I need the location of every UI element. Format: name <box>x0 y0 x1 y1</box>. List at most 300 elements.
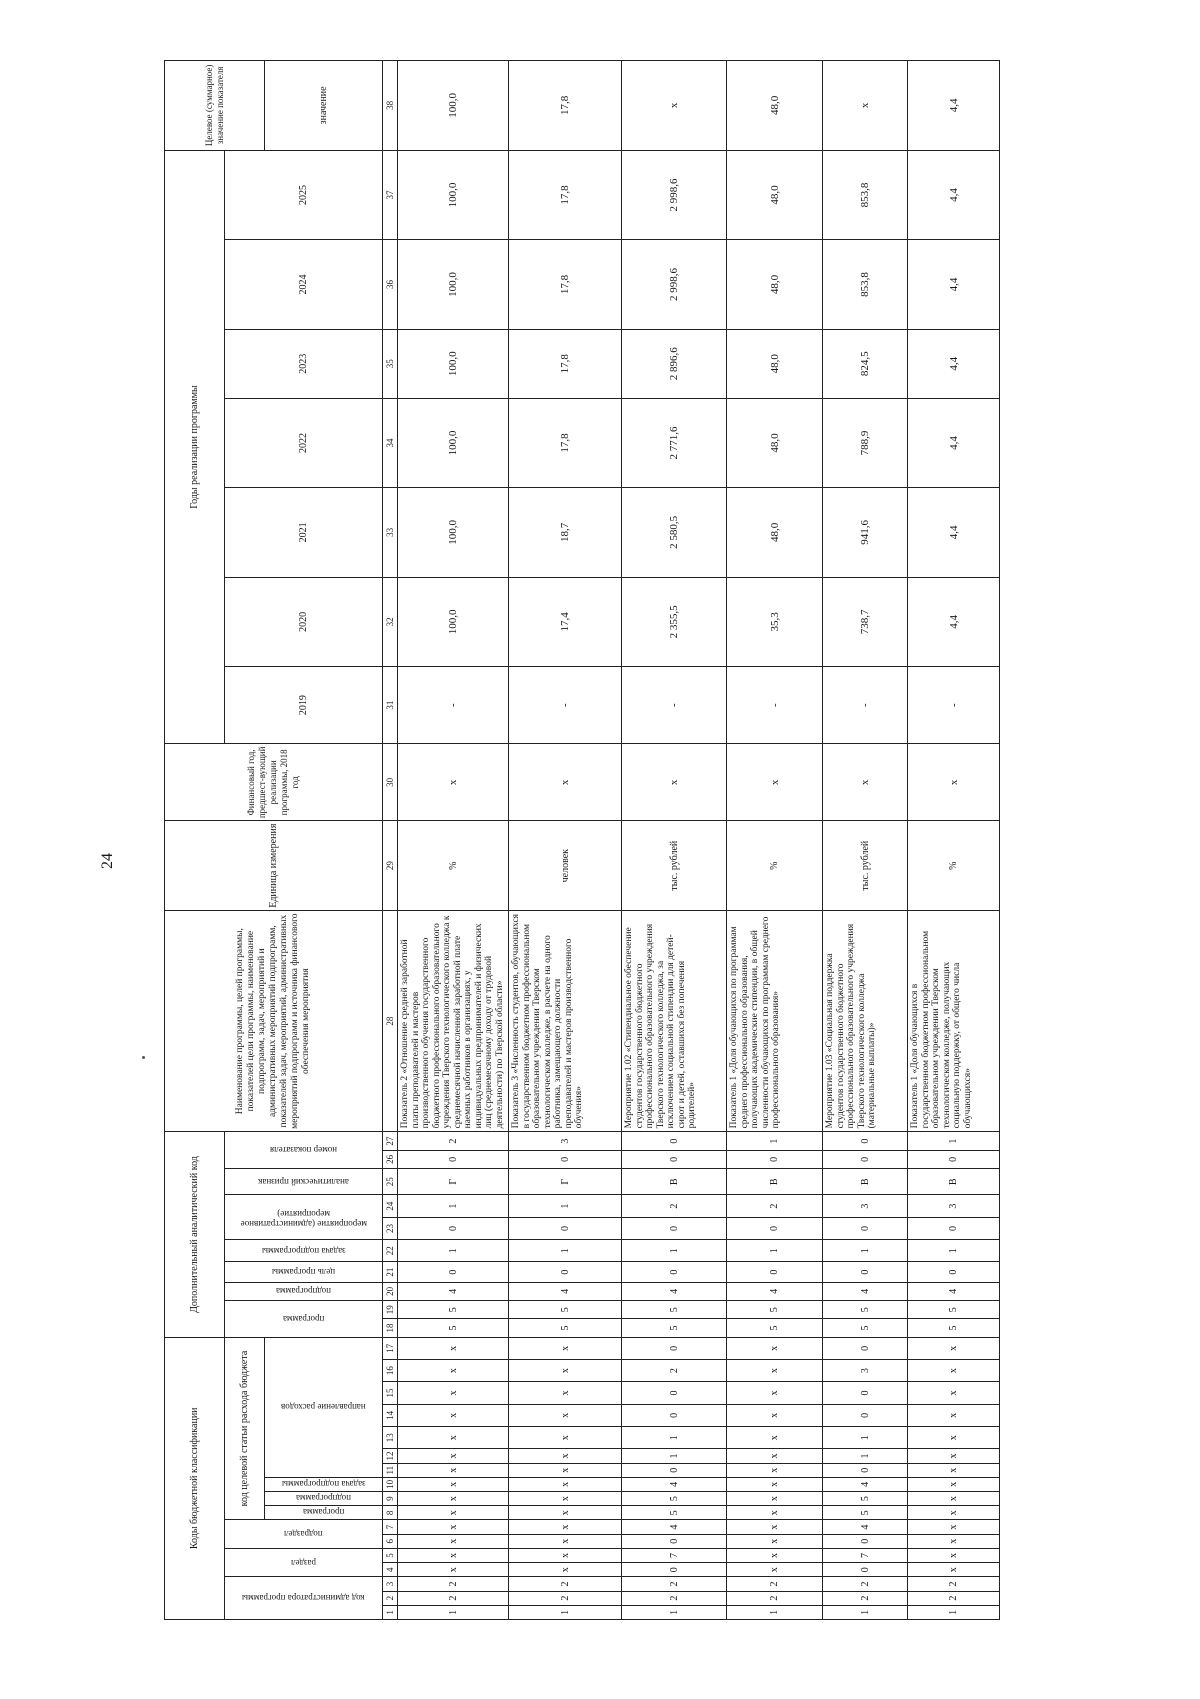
year-value-cell: 738,7 <box>823 577 908 666</box>
code-cell: В <box>622 1169 727 1195</box>
code-cell: x <box>509 1427 622 1449</box>
code-cell: 2 <box>622 1577 727 1591</box>
code-cell: x <box>908 1520 1000 1534</box>
code-cell: x <box>398 1563 509 1577</box>
code-cell: 0 <box>622 1563 727 1577</box>
col-num: 7 <box>383 1520 398 1534</box>
code-cell: 0 <box>622 1337 727 1359</box>
code-cell: x <box>908 1563 1000 1577</box>
base-year-cell: x <box>727 744 823 821</box>
year-2024-header: 2024 <box>225 240 383 329</box>
col-num: 5 <box>383 1548 398 1562</box>
col-num: 26 <box>383 1150 398 1168</box>
target-value-cell: 48,0 <box>727 61 823 151</box>
base-year-header: Финансовый год, предшест-вующий реализации программы, 2018 год <box>165 744 383 821</box>
code-cell: 0 <box>398 1262 509 1282</box>
year-value-cell: 4,4 <box>908 329 1000 398</box>
column-numbers-row <box>383 61 398 1620</box>
year-value-cell: 48,0 <box>727 150 823 239</box>
col-num: 33 <box>383 488 398 577</box>
row-name-cell: Мероприятие 1.02 «Стипендиальное обеспечение студентов государственного бюджетного профессионального образовательного учреждения Тверского технологического колледжа, за исключением социальной стипендии для детей-сирот и детей, оставшихся без попечения родителей» <box>622 910 727 1132</box>
table-row <box>823 61 908 1620</box>
code-cell: 0 <box>908 1217 1000 1239</box>
indicator-number-header: номер показателя <box>225 1132 383 1169</box>
code-cell: 0 <box>823 1262 908 1282</box>
code-cell: 0 <box>622 1132 727 1150</box>
col-num: 27 <box>383 1132 398 1150</box>
base-year-cell: x <box>622 744 727 821</box>
target-value-cell: 100,0 <box>398 61 509 151</box>
year-value-cell: 4,4 <box>908 150 1000 239</box>
code-cell: 5 <box>398 1301 509 1319</box>
code-cell: x <box>509 1492 622 1506</box>
code-cell: x <box>509 1563 622 1577</box>
code-cell: x <box>727 1427 823 1449</box>
col-num: 22 <box>383 1240 398 1262</box>
code-cell: 1 <box>398 1195 509 1217</box>
code-cell: x <box>509 1449 622 1463</box>
year-value-cell: - <box>398 667 509 744</box>
code-cell: 0 <box>622 1382 727 1404</box>
code-cell: 1 <box>823 1240 908 1262</box>
year-value-cell: 100,0 <box>398 488 509 577</box>
code-cell: 5 <box>622 1506 727 1520</box>
code-cell: 5 <box>823 1492 908 1506</box>
code-cell: 0 <box>823 1217 908 1239</box>
code-cell: 1 <box>727 1605 823 1619</box>
year-value-cell: 100,0 <box>398 398 509 487</box>
year-value-cell: 17,8 <box>509 398 622 487</box>
code-cell: 1 <box>908 1132 1000 1150</box>
table-row <box>622 61 727 1620</box>
code-cell: 4 <box>823 1477 908 1491</box>
code-cell: 0 <box>622 1262 727 1282</box>
program-header: программа <box>225 1301 383 1338</box>
code-cell: 2 <box>622 1195 727 1217</box>
year-value-cell: 2 771,6 <box>622 398 727 487</box>
subprogram-code-header: подпрограмма <box>265 1492 383 1506</box>
col-num: 11 <box>383 1463 398 1477</box>
code-cell: 5 <box>622 1301 727 1319</box>
code-cell: x <box>398 1492 509 1506</box>
unit-cell: тыс. рублей <box>823 821 908 910</box>
code-cell: 1 <box>823 1427 908 1449</box>
code-cell: 5 <box>727 1301 823 1319</box>
code-cell: 5 <box>398 1319 509 1337</box>
year-value-cell: - <box>823 667 908 744</box>
code-cell: 0 <box>908 1150 1000 1168</box>
year-value-cell: 4,4 <box>908 240 1000 329</box>
col-num: 14 <box>383 1404 398 1426</box>
code-cell: x <box>509 1360 622 1382</box>
code-cell: 0 <box>509 1150 622 1168</box>
code-cell: x <box>908 1382 1000 1404</box>
year-value-cell: 17,4 <box>509 577 622 666</box>
year-value-cell: 2 998,6 <box>622 240 727 329</box>
code-cell: x <box>727 1520 823 1534</box>
code-cell: 2 <box>509 1591 622 1605</box>
year-value-cell: 4,4 <box>908 488 1000 577</box>
code-cell: 0 <box>823 1382 908 1404</box>
code-cell: x <box>908 1360 1000 1382</box>
scan-speck <box>142 1056 145 1059</box>
code-cell: x <box>509 1337 622 1359</box>
code-cell: 1 <box>622 1240 727 1262</box>
activity-type-header: аналитический признак <box>225 1169 383 1195</box>
target-value-cell: 4,4 <box>908 61 1000 151</box>
code-cell: x <box>509 1534 622 1548</box>
code-cell: x <box>727 1548 823 1562</box>
row-name-cell: Показатель 2 «Отношение средней заработной платы преподавателей и мастеров производственного обучения государственного бюджетного профессионального образовательного учреждения Тверского технологического колледжа к среднемесячной начисленной заработной плате наемных работников в организациях, у индивидуальных предпринимателей и физических лиц (среднемесячному доходу от трудовой деятельности) по Тверской области» <box>398 910 509 1132</box>
code-cell: 3 <box>823 1195 908 1217</box>
year-value-cell: 2 580,5 <box>622 488 727 577</box>
code-cell: 7 <box>622 1548 727 1562</box>
code-cell: 1 <box>908 1605 1000 1619</box>
admin-code-header: код администратора программы <box>225 1577 383 1620</box>
code-cell: 0 <box>622 1404 727 1426</box>
code-cell: 0 <box>823 1132 908 1150</box>
code-cell: 1 <box>509 1240 622 1262</box>
code-cell: 0 <box>823 1563 908 1577</box>
row-name-cell: Показатель 1 «Доля обучающихся в государственном бюджетном профессиональном образовательном учреждении Тверском технологическом колледже, получающих социальную поддержку, от общего числа обучающихся» <box>908 910 1000 1132</box>
code-cell: 4 <box>622 1477 727 1491</box>
col-num: 17 <box>383 1337 398 1359</box>
subprogram-header: подпрограмма <box>225 1282 383 1300</box>
col-num: 9 <box>383 1492 398 1506</box>
year-value-cell: 941,6 <box>823 488 908 577</box>
code-cell: 5 <box>908 1319 1000 1337</box>
col-num: 36 <box>383 240 398 329</box>
code-cell: x <box>727 1382 823 1404</box>
code-cell: 4 <box>823 1282 908 1300</box>
code-cell: 1 <box>823 1449 908 1463</box>
col-num: 34 <box>383 398 398 487</box>
code-cell: x <box>398 1360 509 1382</box>
program-table <box>164 60 1000 1620</box>
col-num: 28 <box>383 910 398 1132</box>
code-cell: x <box>509 1382 622 1404</box>
target-value-group-header: Целевое (суммарное) значение показателя <box>165 61 265 151</box>
year-value-cell: 100,0 <box>398 150 509 239</box>
code-cell: 0 <box>398 1217 509 1239</box>
year-value-cell: 788,9 <box>823 398 908 487</box>
program-code-header: программа <box>265 1506 383 1520</box>
year-value-cell: 2 998,6 <box>622 150 727 239</box>
year-value-cell: 100,0 <box>398 329 509 398</box>
code-cell: 5 <box>727 1319 823 1337</box>
unit-cell: тыс. рублей <box>622 821 727 910</box>
code-cell: 2 <box>908 1591 1000 1605</box>
code-cell: x <box>509 1548 622 1562</box>
code-cell: 0 <box>823 1463 908 1477</box>
unit-cell: % <box>908 821 1000 910</box>
year-2025-header: 2025 <box>225 150 383 239</box>
col-num: 31 <box>383 667 398 744</box>
code-cell: 2 <box>727 1577 823 1591</box>
code-cell: 0 <box>908 1262 1000 1282</box>
year-value-cell: 2 896,6 <box>622 329 727 398</box>
years-group-header: Годы реализации программы <box>165 150 225 743</box>
col-num: 21 <box>383 1262 398 1282</box>
code-cell: 2 <box>398 1591 509 1605</box>
code-cell: Г <box>398 1169 509 1195</box>
col-num: 10 <box>383 1477 398 1491</box>
code-cell: 5 <box>823 1301 908 1319</box>
year-2023-header: 2023 <box>225 329 383 398</box>
col-num: 23 <box>383 1217 398 1239</box>
code-cell: x <box>398 1534 509 1548</box>
code-cell: 2 <box>622 1360 727 1382</box>
col-num: 25 <box>383 1169 398 1195</box>
code-cell: 4 <box>622 1520 727 1534</box>
col-num: 18 <box>383 1319 398 1337</box>
budget-codes-header: Коды бюджетной классификации <box>165 1337 225 1619</box>
year-value-cell: 48,0 <box>727 398 823 487</box>
base-year-cell: x <box>398 744 509 821</box>
year-2019-header: 2019 <box>225 667 383 744</box>
code-cell: x <box>727 1477 823 1491</box>
col-num: 30 <box>383 744 398 821</box>
code-cell: x <box>398 1427 509 1449</box>
year-value-cell: 100,0 <box>398 240 509 329</box>
rotated-table-container <box>164 60 1134 1620</box>
code-cell: 0 <box>622 1534 727 1548</box>
code-cell: 4 <box>908 1282 1000 1300</box>
code-cell: 0 <box>509 1262 622 1282</box>
code-cell: x <box>509 1477 622 1491</box>
unit-cell: % <box>727 821 823 910</box>
code-cell: x <box>908 1492 1000 1506</box>
target-value-cell: 17,8 <box>509 61 622 151</box>
year-value-cell: - <box>622 667 727 744</box>
code-cell: x <box>908 1449 1000 1463</box>
code-cell: 1 <box>727 1240 823 1262</box>
code-cell: x <box>398 1506 509 1520</box>
code-cell: x <box>398 1548 509 1562</box>
code-cell: 5 <box>823 1506 908 1520</box>
col-num: 20 <box>383 1282 398 1300</box>
code-cell: 0 <box>727 1150 823 1168</box>
target-value-header: значение <box>265 61 383 151</box>
code-cell: x <box>398 1449 509 1463</box>
year-value-cell: 17,8 <box>509 329 622 398</box>
code-cell: x <box>908 1506 1000 1520</box>
col-num: 12 <box>383 1449 398 1463</box>
code-cell: x <box>509 1506 622 1520</box>
code-cell: x <box>727 1506 823 1520</box>
code-cell: x <box>398 1337 509 1359</box>
year-value-cell: - <box>908 667 1000 744</box>
code-cell: 0 <box>823 1404 908 1426</box>
code-cell: 0 <box>823 1150 908 1168</box>
code-cell: 7 <box>823 1548 908 1562</box>
table-body <box>398 61 1000 1620</box>
code-cell: x <box>398 1382 509 1404</box>
table-row <box>908 61 1000 1620</box>
col-num: 3 <box>383 1577 398 1591</box>
col-num: 4 <box>383 1563 398 1577</box>
code-cell: x <box>509 1520 622 1534</box>
year-value-cell: 48,0 <box>727 488 823 577</box>
additional-code-header: Дополнительный аналитический код <box>165 1132 225 1337</box>
year-value-cell: 18,7 <box>509 488 622 577</box>
unit-header: Единица измерения <box>165 821 383 910</box>
year-value-cell: 48,0 <box>727 240 823 329</box>
code-cell: 4 <box>509 1282 622 1300</box>
year-2022-header: 2022 <box>225 398 383 487</box>
year-value-cell: 35,3 <box>727 577 823 666</box>
code-cell: 5 <box>509 1319 622 1337</box>
page-number: 24 <box>99 853 116 869</box>
code-cell: Г <box>509 1169 622 1195</box>
unit-cell: % <box>398 821 509 910</box>
year-value-cell: 17,8 <box>509 150 622 239</box>
year-value-cell: - <box>727 667 823 744</box>
code-cell: 2 <box>823 1577 908 1591</box>
code-cell: 5 <box>823 1319 908 1337</box>
code-cell: 4 <box>398 1282 509 1300</box>
code-cell: x <box>509 1463 622 1477</box>
code-cell: 0 <box>727 1262 823 1282</box>
table-row <box>398 61 509 1620</box>
code-cell: В <box>908 1169 1000 1195</box>
code-cell: x <box>727 1463 823 1477</box>
year-value-cell: 853,8 <box>823 150 908 239</box>
year-value-cell: 48,0 <box>727 329 823 398</box>
code-cell: x <box>908 1404 1000 1426</box>
code-cell: 1 <box>727 1132 823 1150</box>
target-value-cell: x <box>823 61 908 151</box>
code-cell: x <box>727 1492 823 1506</box>
code-cell: 2 <box>509 1577 622 1591</box>
code-cell: 0 <box>823 1337 908 1359</box>
code-cell: В <box>823 1169 908 1195</box>
year-value-cell: 17,8 <box>509 240 622 329</box>
code-cell: 4 <box>823 1520 908 1534</box>
col-num: 15 <box>383 1382 398 1404</box>
row-name-cell: Показатель 3 «Численность студентов, обучающихся в государственном бюджетном профессиональном образовательном учреждении Тверском технологическом колледже, в расчете на одного работника, замещающего должности преподавателей и мастеров производственного обучения» <box>509 910 622 1132</box>
year-value-cell: 824,5 <box>823 329 908 398</box>
col-num: 1 <box>383 1605 398 1619</box>
code-cell: 1 <box>823 1605 908 1619</box>
code-cell: 2 <box>823 1591 908 1605</box>
code-cell: x <box>398 1404 509 1426</box>
code-cell: x <box>908 1477 1000 1491</box>
code-cell: 3 <box>509 1132 622 1150</box>
code-cell: 1 <box>509 1605 622 1619</box>
year-value-cell: 4,4 <box>908 577 1000 666</box>
code-cell: 1 <box>509 1195 622 1217</box>
col-num: 8 <box>383 1506 398 1520</box>
col-num: 32 <box>383 577 398 666</box>
code-cell: x <box>908 1463 1000 1477</box>
year-value-cell: 2 355,5 <box>622 577 727 666</box>
col-num: 29 <box>383 821 398 910</box>
subsection-header: подраздел <box>225 1520 383 1548</box>
code-cell: 3 <box>908 1195 1000 1217</box>
program-goal-header: цель программы <box>225 1262 383 1282</box>
base-year-cell: x <box>908 744 1000 821</box>
code-cell: В <box>727 1169 823 1195</box>
base-year-cell: x <box>823 744 908 821</box>
col-num: 35 <box>383 329 398 398</box>
code-cell: 1 <box>622 1449 727 1463</box>
code-cell: 0 <box>622 1217 727 1239</box>
code-cell: 0 <box>622 1150 727 1168</box>
col-num: 37 <box>383 150 398 239</box>
code-cell: x <box>908 1337 1000 1359</box>
col-num: 38 <box>383 61 398 151</box>
code-cell: 3 <box>823 1360 908 1382</box>
code-cell: 0 <box>823 1534 908 1548</box>
code-cell: 2 <box>398 1132 509 1150</box>
expense-direction-header: направление расходов <box>265 1337 383 1477</box>
code-cell: 2 <box>908 1577 1000 1591</box>
unit-cell: человек <box>509 821 622 910</box>
code-cell: 0 <box>509 1217 622 1239</box>
code-cell: 0 <box>727 1217 823 1239</box>
table-row <box>727 61 823 1620</box>
col-num: 16 <box>383 1360 398 1382</box>
code-cell: 5 <box>908 1301 1000 1319</box>
code-cell: x <box>908 1534 1000 1548</box>
code-cell: 1 <box>398 1605 509 1619</box>
section-header: раздел <box>225 1548 383 1576</box>
task-code-header: задача подпрограммы <box>265 1477 383 1491</box>
table-row <box>509 61 622 1620</box>
code-cell: 2 <box>622 1591 727 1605</box>
col-num: 24 <box>383 1195 398 1217</box>
col-num: 6 <box>383 1534 398 1548</box>
code-cell: 0 <box>398 1150 509 1168</box>
code-cell: x <box>908 1427 1000 1449</box>
code-cell: 5 <box>622 1319 727 1337</box>
year-value-cell: 100,0 <box>398 577 509 666</box>
code-cell: 1 <box>622 1605 727 1619</box>
activity-header: мероприятие (административное мероприятие) <box>225 1195 383 1240</box>
col-num: 13 <box>383 1427 398 1449</box>
code-cell: x <box>727 1360 823 1382</box>
code-cell: x <box>398 1463 509 1477</box>
row-name-cell: Мероприятие 1.03 «Социальная поддержка студентов государственного бюджетного профессионального образовательного учреждения Тверского технологического колледжа (материальные выплаты)» <box>823 910 908 1132</box>
base-year-cell: x <box>509 744 622 821</box>
code-cell: x <box>908 1548 1000 1562</box>
code-cell: 0 <box>622 1463 727 1477</box>
col-num: 19 <box>383 1301 398 1319</box>
code-cell: 1 <box>908 1240 1000 1262</box>
year-value-cell: - <box>509 667 622 744</box>
code-cell: x <box>727 1563 823 1577</box>
year-value-cell: 4,4 <box>908 398 1000 487</box>
code-cell: 5 <box>622 1492 727 1506</box>
target-value-cell: x <box>622 61 727 151</box>
code-cell: x <box>727 1337 823 1359</box>
name-header: Наименование программы, целей программы, показателей цели программы, наименование подпрограмм, задач, мероприятий и административных мероприятий подпрограмм, показателей задач, мероприятий, административных мероприятий подпрограмм и источника финансового обеспечения мероприятия <box>165 910 383 1132</box>
code-cell: x <box>398 1520 509 1534</box>
year-value-cell: 853,8 <box>823 240 908 329</box>
year-2020-header: 2020 <box>225 577 383 666</box>
code-cell: x <box>398 1477 509 1491</box>
code-cell: x <box>727 1449 823 1463</box>
year-2021-header: 2021 <box>225 488 383 577</box>
code-cell: 4 <box>727 1282 823 1300</box>
code-cell: 2 <box>398 1577 509 1591</box>
row-name-cell: Показатель 1 «Доля обучающихся по программам среднего профессионального образования, получающих академические стипендии, в общей численности обучающихся по программам среднего профессионального образования» <box>727 910 823 1132</box>
code-cell: x <box>727 1404 823 1426</box>
code-cell: 2 <box>727 1195 823 1217</box>
code-cell: 4 <box>622 1282 727 1300</box>
code-cell: 2 <box>727 1591 823 1605</box>
